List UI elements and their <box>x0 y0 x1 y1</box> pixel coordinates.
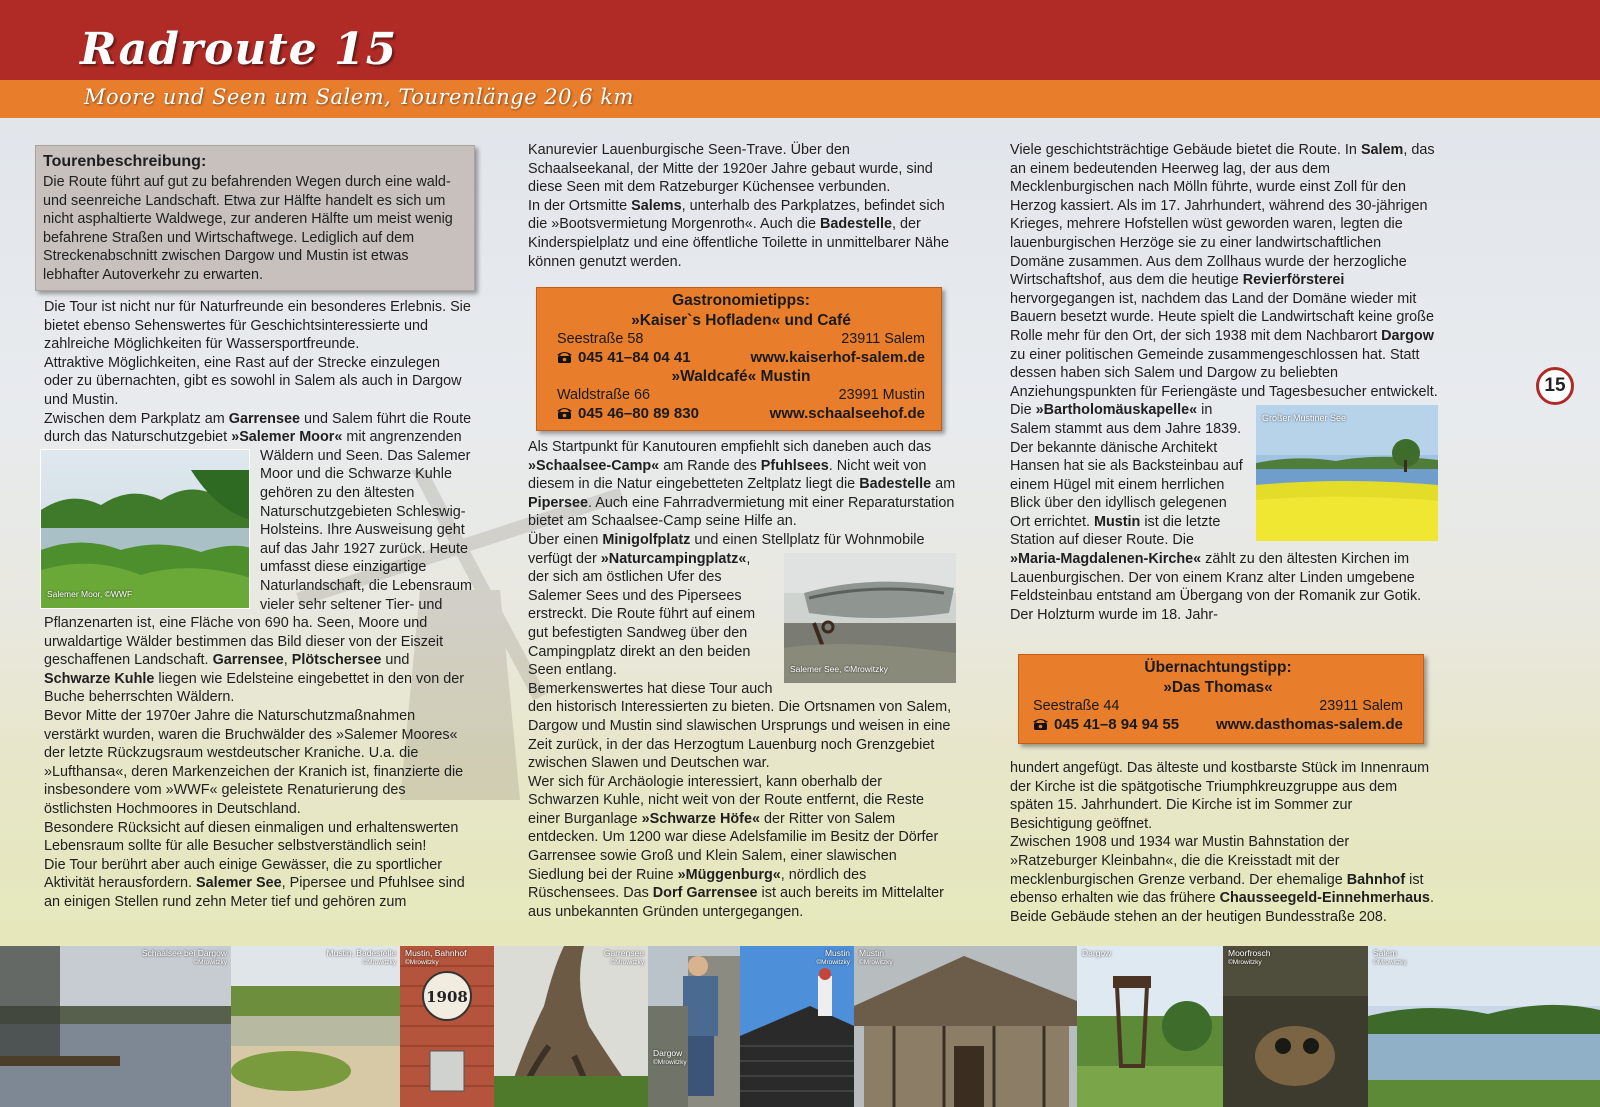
paragraph: Wer sich für Archäologie interessiert, kann oberhalb der Schwarzen Kuhle, nicht weit von der Route entfernt, die Reste einer Burganlage »Schwarze Höfe« der Ritter von Salem entdecken. Um 1200 war diese Adelsfamilie im Besitz der Dörfer Garrensee sowie Groß und Klein Salem, einer slawischen Siedlung bei der Ruine »Müggenburg«, nördlich des Rüschensees. Das Dorf Garrensee ist auch bereits im Mittelalter aus unbekannten Gründen untergegangen. <box>528 773 944 920</box>
address-row <box>557 330 925 349</box>
paragraph: Kanurevier Lauenburgische Seen-Trave. Über den Schaalseekanal, der Mitte der 1920er Jahre gebaut wurde, sind diese Seen mit dem Ratzeburger Küchensee verbunden. <box>528 142 933 196</box>
strip-credit: ©Mrowitzky <box>362 959 396 966</box>
strip-credit: ©Mrowitzky <box>610 959 644 966</box>
gastronomy-heading: Gastronomietipps: <box>672 292 810 309</box>
website-link[interactable]: www.schaalseehof.de <box>769 404 925 422</box>
strip-credit: ©Mrowitzky <box>859 959 893 966</box>
paragraph: Bevor Mitte der 1970er Jahre die Naturschutzmaßnahmen verstärkt wurden, waren die Bruchwälder des »Salemer Moores« der letzte Rückzugsraum westdeutscher Kraniche. U.a. die »Lufthansa«, deren Markenzeichen der Kranich ist, finanzierte die insbesondere vom »WWF« geleistete Renaturierung des östlichsten Hochmoores in Deutschland. <box>44 708 464 818</box>
paragraph: Besondere Rücksicht auf diesen einmaligen und erhaltenswerten Lebensraum sollte für alle Besucher selbstverständlich sein! <box>44 819 459 855</box>
phone-icon <box>557 350 572 363</box>
paragraph: Viele geschichtsträchtige Gebäude bietet die Route. In Salem, das an einem bedeutenden Heerweg lag, der aus dem Mecklenburgischen nach Mölln führte, wurde einst Zoll für den Herzog kassiert. Als im 17. Jahrhundert, während des 30-jährigen Krieges, mehrere Hofstellen wüst geworden waren, legten die lauenburgischen Herzöge sie zu einer landwirtschaftlichen Domäne zusammen. Aus dem Zollhaus wurde der herzogliche Wirtschaftshof, aus dem die heutige Revierförsterei hervorgegangen ist, nachdem das Land der Domäne wieder mit Bauern besetzt wurde. Heute spielt die Landwirtschaft keine große Rolle mehr für den Ort, der sich 1938 mit dem Nachbarort Dargow zu einer politischen Gemeinde zusammengeschlossen hat. Statt dessen haben sich Salem und Dargow zu beliebten Anziehungspunkten für Feriengäste und Tagesbesucher entwickelt. <box>1010 142 1438 400</box>
strip-photo <box>1077 946 1223 1107</box>
paragraph: hundert angefügt. Das älteste und kostbarste Stück im Innenraum der Kirche ist die spätgotische Triumphkreuzgruppe aus dem späten 15. Jahrhundert. Die Kirche ist im Sommer zur Besichtigung geöffnet. <box>1010 760 1430 832</box>
strip-photo <box>400 946 494 1107</box>
strip-credit: ©Mrowitzky <box>816 959 850 966</box>
svg-text:1908: 1908 <box>426 988 468 1006</box>
venue-name: »Das Thomas« <box>1163 679 1273 696</box>
strip-photo <box>0 946 231 1107</box>
phone-icon <box>557 406 572 419</box>
paragraph: Zwischen dem Parkplatz am Garrensee und Salem führt die Route durch das Naturschutzgebiet »Salemer Moor« Salemer Moor, ©WWF mit angrenzenden Wäldern und Seen. Das Salemer Moor und die Schwarze Kuhle gehören zu den ältesten Naturschutzgebieten Schleswig-Holsteins. Ihre Ausweisung geht auf das Jahr 1927 zurück. Heute umfasst diese einzigartige Naturlandschaft, die Lebensraum vieler sehr seltener Tier- und Pflanzenarten ist, eine Fläche von 690 ha. Seen, Moore und urwaldartige Wälder bestimmen das Bild dieser von der Eiszeit geschaffenen Landschaft. Garrensee, Plötschersee und Schwarze Kuhle liegen wie Edelsteine eingebettet in den von der Buche beherrschten Wäldern. <box>44 410 472 708</box>
city: 23911 Salem <box>1319 698 1403 714</box>
venue-name: »Kaiser`s Hofladen« und Café <box>631 312 851 329</box>
strip-caption: Salem <box>1373 948 1398 958</box>
strip-caption: Dargow <box>653 1048 683 1058</box>
column-1 <box>44 298 472 912</box>
strip-caption: Dargow <box>1082 948 1112 958</box>
paragraph: Die Tour berührt aber auch einige Gewässer, die zu sportlicher Aktivität herausfordern. Salemer See, Pipersee und Pfuhlsee sind an einigen Stellen rund zehn Meter tief und gehören zum <box>44 856 465 910</box>
paragraph: In der Ortsmitte Salems, unterhalb des Parkplatzes, befindet sich die »Bootsvermietung Morgenroth«. Auch die Badestelle, der Kinderspielplatz und eine öffentliche Toilette in unmittelbarer Nähe können genutzt werden. <box>528 197 950 270</box>
city: 23911 Salem <box>841 331 925 347</box>
page-number-badge: 15 <box>1536 367 1574 405</box>
strip-photo <box>854 946 1077 1107</box>
strip-credit: ©Mrowitzky <box>1228 959 1262 966</box>
street: Seestraße 44 <box>1033 698 1120 714</box>
strip-caption: Mustin, Badestelle <box>326 948 396 958</box>
phone-icon <box>1033 717 1048 730</box>
page-subtitle: Moore und Seen um Salem, Tourenlänge 20,6 km <box>84 85 634 109</box>
photo-strip <box>0 946 1600 1107</box>
paragraph: Großer Mustiner See Die »Bartholomäuskapelle« in Salem stammt aus dem Jahre 1839. Der bekannte dänische Architekt Hansen hat sie als Backsteinbau auf einem Hügel mit einem herrlichen Blick über den idyllisch gelegenen Ort errichtet. Mustin ist die letzte Station auf dieser Route. Die »Maria-Magdalenen-Kirche« zählt zu den ältesten Kirchen im Lauenburgischen. Der von einem Kranz alter Linden umgebene Feldsteinbau entstand am Übergang von der Romanik zur Gotik. Der Holzturm wurde im 18. Jahr- <box>1010 401 1438 624</box>
tour-description-text: Die Route führt auf gut zu befahrenden Wegen durch eine wald- und seenreiche Landschaft. Etwa zur Hälfte handelt es sich um nicht asphaltierte Waldwege, zur anderen Hälfte um meist wenig befahrene Straßen und Wirtschaftwege. Lediglich auf dem Streckenabschnitt zwischen Dargow und Mustin ist etwas lebhafter Autoverkehr zu erwarten. <box>43 174 453 283</box>
strip-photo <box>231 946 400 1107</box>
strip-caption: Schaalsee bei Dargow <box>141 948 227 958</box>
city: 23991 Mustin <box>838 387 925 404</box>
strip-photo <box>740 946 854 1107</box>
strip-photo <box>648 946 740 1107</box>
contact-row <box>557 405 925 424</box>
street: Seestraße 58 <box>557 331 644 347</box>
salemer-see-photo <box>784 553 956 683</box>
accommodation-heading: Übernachtungstipp: <box>1144 659 1292 676</box>
address-row <box>557 386 925 405</box>
paragraph: Die Tour ist nicht nur für Naturfreunde ein besonderes Erlebnis. Sie bietet ebenso Sehenswertes für Geschichtsinteressierte und zahlreiche Möglichkeiten für Wassersportfreunde. <box>44 299 471 353</box>
column-3-bottom <box>1010 759 1438 926</box>
venue-name: »Waldcafé« Mustin <box>671 368 811 386</box>
paragraph: Attraktive Möglichkeiten, eine Rast auf der Strecke einzulegen oder zu übernachten, gibt es sowohl in Salem als auch in Dargow und Mustin. <box>44 354 462 408</box>
page-title: Radroute 15 <box>80 24 398 75</box>
contact-row <box>1033 716 1403 735</box>
strip-caption: Mustin <box>824 948 850 958</box>
strip-credit: ©Mrowitzky <box>193 959 227 966</box>
street: Waldstraße 66 <box>557 387 651 404</box>
mustiner-see-photo <box>1256 405 1438 541</box>
paragraph: Bemerkenswertes hat diese Tour auch den historisch Interessierten zu bieten. Die Ortsnamen von Salem, Dargow und Mustin sind slawischen Ursprungs und weisen in eine Zeit zurück, in der das Herzogtum Lauenburg noch Grenzgebiet zwischen Slawen und Deutschen war. <box>528 680 952 772</box>
strip-caption: Garrensee <box>603 948 644 958</box>
address-row <box>1033 697 1403 716</box>
tour-description-heading: Tourenbeschreibung: <box>43 153 207 170</box>
column-2-bottom <box>528 438 956 921</box>
photo-caption: Salemer Moor, ©WWF <box>47 589 133 600</box>
accommodation-tip-box <box>1018 654 1424 744</box>
phone-number: 045 41–8 94 94 55 <box>1054 715 1180 733</box>
strip-photo <box>494 946 648 1107</box>
strip-credit: ©Mrowitzky <box>653 1059 687 1066</box>
strip-caption: Mustin, Bahnhof <box>405 948 467 958</box>
strip-caption: Mustin <box>859 948 885 958</box>
column-2-top <box>528 141 956 271</box>
contact-row <box>557 349 925 368</box>
strip-photo <box>1368 946 1600 1107</box>
salemer-moor-photo <box>40 449 250 609</box>
column-3-top <box>1010 141 1438 624</box>
website-link[interactable]: www.kaiserhof-salem.de <box>750 348 925 366</box>
photo-caption: Salemer See, ©Mrowitzky <box>790 663 888 674</box>
tour-description-box <box>35 145 475 291</box>
paragraph: Als Startpunkt für Kanutouren empfiehlt sich daneben auch das »Schaalsee-Camp« am Rande des Pfuhlsees. Nicht weit von diesem in die Natur eingebetteten Zeltplatz liegt die Badestelle am Pipersee. Auch eine Fahrradvermietung mit einer Reparaturstation bietet am Schaalsee-Camp seine Hilfe an. <box>528 439 956 530</box>
strip-credit: ©Mrowitzky <box>1373 959 1407 966</box>
phone-number: 045 46–80 89 830 <box>578 404 699 422</box>
gastronomy-tips-box <box>536 287 942 431</box>
paragraph: Zwischen 1908 und 1934 war Mustin Bahnstation der »Ratzeburger Kleinbahn«, die die Kreisstadt mit der mecklenburgischen Grenze verband. Der ehemalige Bahnhof ist ebenso erhalten wie das frühere Chausseegeld-Einnehmerhaus. Beide Gebäude stehen an der heutigen Bundesstraße 208. <box>1010 834 1434 925</box>
website-link[interactable]: www.dasthomas-salem.de <box>1215 715 1403 733</box>
strip-photo <box>1223 946 1368 1107</box>
photo-caption: Großer Mustiner See <box>1262 413 1347 424</box>
strip-caption: Moorfrosch <box>1228 948 1271 958</box>
phone-number: 045 41–84 04 41 <box>578 348 691 366</box>
paragraph: Über einen Minigolfplatz und einen Stellplatz für Wohnmobile verfügt der »Naturcampingplatz« Salemer See, ©Mrowitzky , der sich am östlichen Ufer des Salemer Sees und des Pipersees erstreckt. Die Route führt auf einem gut befestigten Sandweg über den Campingplatz direkt an den beiden Seen entlang. <box>528 531 956 680</box>
strip-credit: ©Mrowitzky <box>405 959 439 966</box>
